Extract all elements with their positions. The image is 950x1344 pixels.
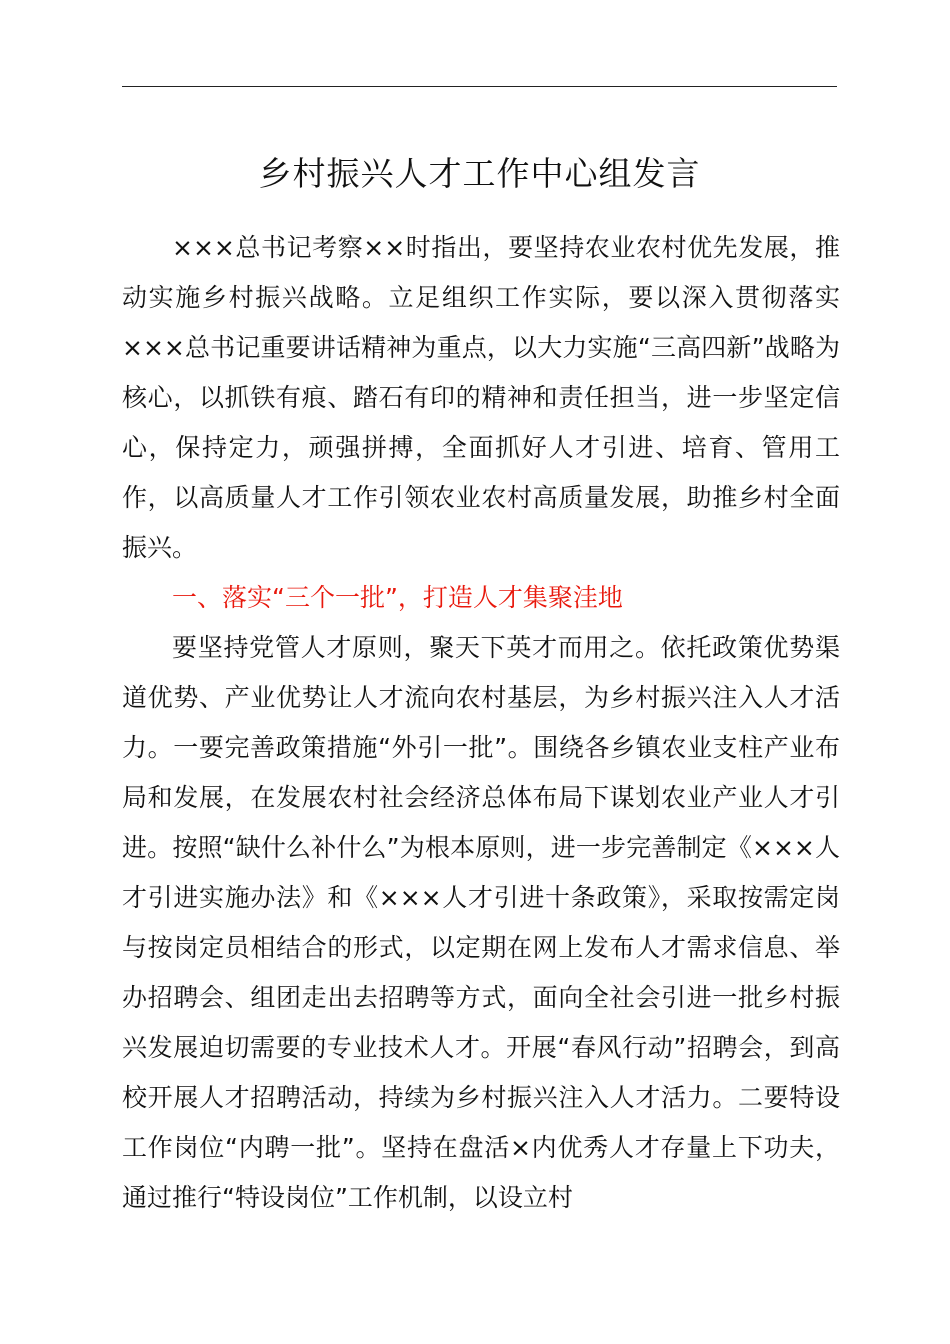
document-title: 乡村振兴人才工作中心组发言 — [258, 154, 701, 193]
section-heading-1: 一、落实“三个一批”，打造人才集聚洼地 — [172, 583, 623, 612]
document-body — [122, 223, 840, 1223]
section-1-paragraph: 要坚持党管人才原则，聚天下英才而用之。依托政策优势渠道优势、产业优势让人才流向农村基层，为乡村振兴注入人才活力。一要完善政策措施“外引一批”。围绕各乡镇农业支柱产业布局和发展，在发展农村社会经济总体布局下谋划农业产业人才引进。按照“缺什么补什么”为根本原则，进一步完善制定《×××人才引进实施办法》和《×××人才引进十条政策》，采取按需定岗与按岗定员相结合的形式，以定期在网上发布人才需求信息、举办招聘会、组团走出去招聘等方式，面向全社会引进一批乡村振兴发展迫切需要的专业技术人才。开展“春风行动”招聘会，到高校开展人才招聘活动，持续为乡村振兴注入人才活力。二要特设工作岗位“内聘一批”。坚持在盘活×内优秀人才存量上下功夫，通过推行“特设岗位”工作机制，以设立村 — [122, 633, 840, 1212]
header-rule — [122, 86, 837, 87]
intro-paragraph: ×××总书记考察××时指出，要坚持农业农村优先发展，推动实施乡村振兴战略。立足组织工作实际，要以深入贯彻落实×××总书记重要讲话精神为重点，以大力实施“三高四新”战略为核心，以抓铁有痕、踏石有印的精神和责任担当，进一步坚定信心，保持定力，顽强拼搏，全面抓好人才引进、培育、管用工作，以高质量人才工作引领农业农村高质量发展，助推乡村全面振兴。 — [122, 233, 840, 562]
